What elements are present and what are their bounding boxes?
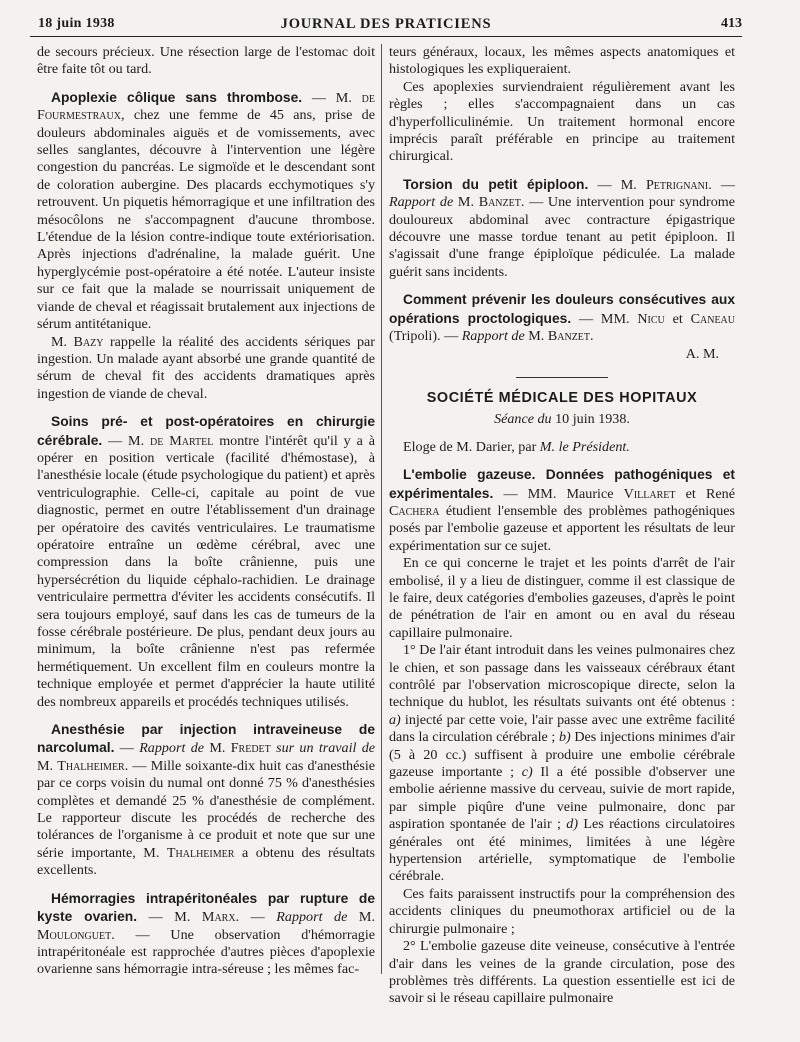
- paragraph: M. Bazy rappelle la réalité des accidents sériques par ingestion. Un malade ayant absorbé une grande quantité de sérum de cheval fit des accidents dramatiques après ingestion de viande de cheval.: [37, 333, 375, 402]
- author-name: Nicu: [637, 310, 665, 327]
- author-name: Thalheimer: [166, 844, 235, 861]
- article-apoplexie: Apoplexie côlique sans thrombose. — M. de Fourmestraux, chez une femme de 45 ans, prise de douleurs abdominales aiguës et de vomissements, avec selles sanglantes, découvre à l'intervention une légère congestion du pancréas. Le sigmoïde et le descendant sont de coloration aubergine. Des placards ecchymotiques s'y retrouvent. Un piquetis hémorragique et une infiltration des mésocôlons ne s'accompagnent d'aucune thrombose. L'étendue de la lésion contre-indique toute extériorisation. Après injections d'adrénaline, la malade guérit. Une hyperglycémie post-opératoire a été notée. L'auteur insiste sur ce fait que la malade se nourrissait uniquement de viande de cheval et réagissait brutalement aux injections de sérum antitétanique.: [37, 89, 375, 333]
- section-divider: [516, 377, 608, 378]
- running-header: [30, 14, 742, 36]
- article-torsion: Torsion du petit épiploon. — M. Petrignani. — Rapport de M. Banzet. — Une intervention pour syndrome douloureux abdominal avec contracture épigastrique découvre une masse tordue tenant au petit épiploon. Il s'agissait d'une frange épiploïque pédiculée. La malade guérit sans incidents.: [389, 176, 736, 280]
- article-hemorragies: Hémorragies intrapéritonéales par rupture de kyste ovarien. — M. Marx. — Rapport de M. Moulonguet. — Une observation d'hémorragie intrapéritonéale est rapprochée d'autres pièces d'apoplexie ovarienne sans hémorragie intra-séreuse ; les mêmes fac-: [37, 890, 375, 978]
- right-column: [389, 44, 735, 1008]
- article-title: Apoplexie côlique sans thrombose.: [51, 89, 303, 105]
- paragraph: 2° L'embolie gazeuse dite veineuse, consécutive à l'entrée d'air dans les veines de la grande circulation, pose des problèmes très différents. La question essentielle est ici de savoir si le réseau capillaire pulmonaire: [389, 938, 735, 1007]
- author-name: Bazy: [73, 333, 104, 350]
- article-embolie: L'embolie gazeuse. Données pathogéniques et expérimentales. — MM. Maurice Villaret et René Cachera étudient l'ensemble des problèmes pathogéniques posés par l'embolie gazeuse et apportent les résultats de leur expérimentation sur ce sujet.: [389, 467, 735, 554]
- article-title: Soins pré- et post-opératoires en chirurgie cérébrale.: [37, 414, 375, 448]
- author-name: Banzet: [547, 328, 591, 345]
- issue-date: 18 juin 1938: [38, 16, 115, 31]
- society-heading: SOCIÉTÉ MÉDICALE DES HOPITAUX: [426, 389, 698, 406]
- header-rule: [30, 36, 742, 37]
- author-name: Caneau: [690, 310, 735, 327]
- journal-title: JOURNAL DES PRATICIENS: [280, 16, 492, 32]
- author-name: Fredet: [230, 740, 271, 757]
- article-title: Torsion du petit épiploon.: [403, 176, 589, 192]
- article-title: Anesthésie par injection intraveineuse de narcolumal.: [37, 722, 375, 756]
- paragraph: 1° De l'air étant introduit dans les veines pulmonaires chez le chien, et son passage dans les vaisseaux cérébraux étant contrôlé par l'observation microscopique directe, selon la technique du hublot, les résultats suivants ont été obtenus : a) injecté par cette voie, l'air passe avec une extrême facilité dans la circulation cérébrale ; b) Des injections minimes d'air (5 à 20 cc.) suffisent à produire une embolie cérébrale gazeuse importante ; c) Il a été possible d'observer une embolie aérienne massive du cerveau, suivie de mort rapide, par simple piqûre d'une veine pulmonaire, donc par aspiration spontanée de l'air ; d) Les réactions circulatoires générales ont été minimes, limitées à une légère hypertension artérielle, symptomatique de l'embolie cérébrale.: [389, 642, 735, 885]
- article-title: L'embolie gazeuse. Données pathogéniques et expérimentales.: [389, 467, 735, 501]
- author-name: Petrignani: [645, 176, 709, 193]
- seance-line: Séance du 10 juin 1938.: [494, 411, 630, 428]
- paragraph: de secours précieux. Une résection large de l'estomac doit être faite tôt ou tard.: [37, 44, 375, 78]
- paragraph: teurs généraux, locaux, les mêmes aspects anatomiques et histologiques les expliqueraient.: [389, 44, 735, 78]
- author-name: de Martel: [149, 432, 214, 449]
- author-name: Banzet: [478, 194, 521, 211]
- author-name: Cachera: [389, 502, 440, 519]
- article-title: Comment prévenir les douleurs consécutives aux opérations proctologiques.: [389, 292, 735, 326]
- author-name: Thalheimer: [57, 757, 125, 774]
- author-name: Marx: [201, 909, 236, 926]
- column-divider: [381, 44, 382, 974]
- paragraph: En ce qui concerne le trajet et les points d'arrêt de l'air embolisé, il y a lieu de distinguer, comme il est classique de le faire, deux catégories d'embolies gazeuses, d'après le point de pénétration de l'air en amont ou en aval du réseau capillaire pulmonaire.: [389, 555, 735, 641]
- article-anesthesie: Anesthésie par injection intraveineuse de narcolumal. — Rapport de M. Fredet sur un travail de M. Thalheimer. — Mille soixante-dix huit cas d'anesthésie par ce corps voisin du numal ont donné 75 % d'anesthésies complètes et demandé 25 % d'anesthésie de complément. Le rapporteur discute les procédés de recherche des tolérances de l'organisme à ce produit et note que sur une série importante, M. Thalheimer a obtenu des résultats excellents.: [37, 722, 376, 879]
- page-number: 413: [721, 16, 742, 31]
- paragraph: Ces apoplexies surviendraient régulièrement avant les règles ; elles s'accompagnaient dans un cas d'hyperfolliculinémie. Un traitement hormonal encore imprécis paraît préférable en principe au traitement chirurgical.: [389, 78, 735, 165]
- article-douleurs: Comment prévenir les douleurs consécutives aux opérations proctologiques. — MM. Nicu et Caneau (Tripoli). — Rapport de M. Banzet.: [389, 292, 735, 345]
- author-name: Moulonguet: [37, 926, 112, 943]
- eloge-line: Eloge de M. Darier, par M. le Président.: [403, 438, 630, 455]
- paragraph: Ces faits paraissent instructifs pour la compréhension des accidents cliniques du pneumothorax artificiel ou de la chirurgie pulmonaire ;: [389, 885, 735, 937]
- author-name: de Fourmestraux: [37, 89, 375, 124]
- article-title: Hémorragies intrapéritonéales par rupture de kyste ovarien.: [37, 890, 375, 925]
- author-name: Villaret: [623, 485, 676, 502]
- article-soins: Soins pré- et post-opératoires en chirurgie cérébrale. — M. de Martel montre l'intérêt qu'il y a à opérer en position verticale (facilité d'hémostase), à l'anesthésie locale (étude psychologique du patient) et après ventriculographie. Celle-ci, capitale au point de vue diagnostic, permet en outre l'établissement d'un drainage per opératoire des cavités ventriculaires. Le traumatisme opératoire entraîne un œdème cérébral, avec une compression dans la boîte crânienne, puis une hypersécrétion du liquide céphalo-rachidien. Le drainage ventriculaire permettra d'éviter les accidents consécutifs. Il sera toujours employé, sauf dans les cas de tumeurs de la fosse cérébrale postérieure. De plus, pendant deux jours au minimum, la boîte crânienne n'est pas refermée hermétiquement. Un excellent film en couleurs montre la technique employée et permet d'apprécier la haute utilité des nombreux appareils et procédés techniques utilisés.: [37, 414, 375, 710]
- left-column: [37, 44, 375, 979]
- signature: A. M.: [685, 345, 719, 362]
